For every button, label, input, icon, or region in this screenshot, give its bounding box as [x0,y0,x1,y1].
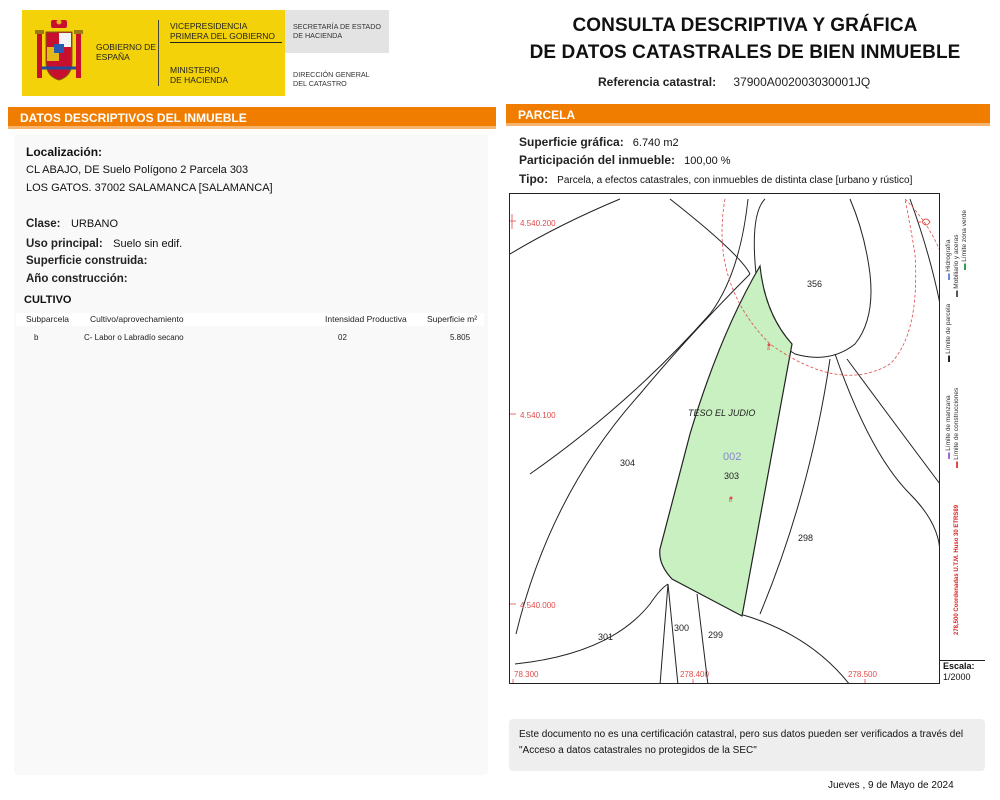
parcel-boundary-line [670,199,750,274]
map-symbol-icon [918,219,930,225]
map-legend [939,193,985,660]
place-name: TESO EL JUDIO [688,408,756,418]
col-superficie: Superficie m² [427,314,478,324]
coord-label-left: 4.540.100 [520,411,556,420]
legend-parcela: ▬ Límite de parcela [945,303,952,362]
col-intensidad: Intensidad Productiva [325,314,407,324]
map-scale: Escala: 1/2000 [939,660,985,684]
parcel-boundary-line [740,614,850,684]
parcel-number: 299 [708,630,724,640]
localizacion-label: Localización: [26,145,103,159]
disclaimer-notice: Este documento no es una certificación catastral, pero sus datos pueden ser verificados a través del "Acceso a datos catastrales no protegidos de la SEC" [509,719,985,771]
col-subparcela: Subparcela [26,314,70,324]
parcel-number: 300 [674,623,690,633]
coord-label-left: 4.540.200 [520,219,556,228]
coord-label-bottom: 78.300 [514,670,539,679]
parcel-boundary-line [660,584,668,684]
subparcel-a-label: a [767,346,770,352]
parcel-boundary-line [668,584,678,684]
legend-construcciones: ▬ Límite de construcciones [953,387,960,468]
participacion-row: Participación del inmueble: 100,00 % [519,153,731,167]
uso-value: Suelo sin edif. [113,238,183,250]
cultivo-title: CULTIVO [24,294,72,306]
superficie-grafica-row: Superficie gráfica: 6.740 m2 [519,135,679,149]
clase-value: URBANO [70,218,119,230]
gov-logo-block [22,10,389,96]
section-title-descriptivos: DATOS DESCRIPTIVOS DEL INMUEBLE [8,107,496,129]
parcel-boundary-line [515,584,668,664]
gobierno-text: GOBIERNO DE ESPAÑA [96,42,156,62]
parcel-boundary-line [835,354,940,554]
map-drawing [510,194,985,684]
inmueble-number: 002 [723,451,742,463]
legend-hidrografia: ▬ Hidrografía [945,239,952,280]
document-title: CONSULTA DESCRIPTIVA Y GRÁFICA DE DATOS CATASTRALES DE BIEN INMUEBLE [529,15,961,63]
uso-row: Uso principal: Suelo sin edif. [26,238,183,250]
clase-row: Clase: URBANO [26,218,119,230]
direccion-text: DIRECCIÓN GENERAL DEL CATASTRO [293,70,370,88]
legend-zona-verde: ▬ Límite zona verde [961,210,968,270]
anio-construccion-row: Año construcción: [26,273,128,285]
localizacion-line2: LOS GATOS. 37002 SALAMANCA [SALAMANCA] [26,182,273,194]
parcel-number: 298 [798,533,814,543]
table-row: b C- Labor o Labradío secano 02 5.805 [34,333,471,342]
coord-label-bottom: 278.500 [848,670,877,679]
localizacion-line1: CL ABAJO, DE Suelo Polígono 2 Parcela 303 [26,164,249,176]
section-title-parcela: PARCELA [506,104,990,126]
ministerio-text: MINISTERIO DE HACIENDA [170,65,229,85]
parcel-number: 356 [807,279,823,289]
legend-manzana: ▬ Límite de manzana [945,395,952,459]
parcel-boundary-line [847,359,940,484]
coord-label-bottom: 278.400 [680,670,709,679]
parcel-number: 301 [598,632,614,642]
coord-system-label: 278,500 Coordenadas U.T.M. Huso 30 ETRS89 [954,504,960,635]
header-divider [158,20,159,86]
cadastral-map[interactable] [509,193,985,684]
coord-label-left: 4.540.000 [520,601,556,610]
vicepresidencia-text: VICEPRESIDENCIA PRIMERA DEL GOBIERNO [170,21,282,43]
legend-mobiliario: ▬ Mobiliario y aceras [953,234,960,297]
parcel-boundary-line [754,199,765,274]
document-date: Jueves , 9 de Mayo de 2024 [828,780,954,791]
tipo-row: Tipo: Parcela, a efectos catastrales, con inmuebles de distinta clase [urbano y rústico] [519,172,913,186]
col-cultivo: Cultivo/aprovechamiento [90,314,184,324]
secretaria-text: SECRETARÍA DE ESTADO DE HACIENDA [293,22,381,40]
parcel-number: 304 [620,458,636,468]
referencia-catastral: Referencia catastral: 37900A002003030001JQ [598,75,871,89]
parcel-number: 303 [724,471,740,481]
cultivo-table-header [16,313,484,326]
coat-of-arms-icon [34,18,84,90]
highlighted-parcel-303 [660,266,792,616]
subparcel-b-label: b [729,498,732,504]
superficie-construida-row: Superficie construida: [26,255,148,267]
